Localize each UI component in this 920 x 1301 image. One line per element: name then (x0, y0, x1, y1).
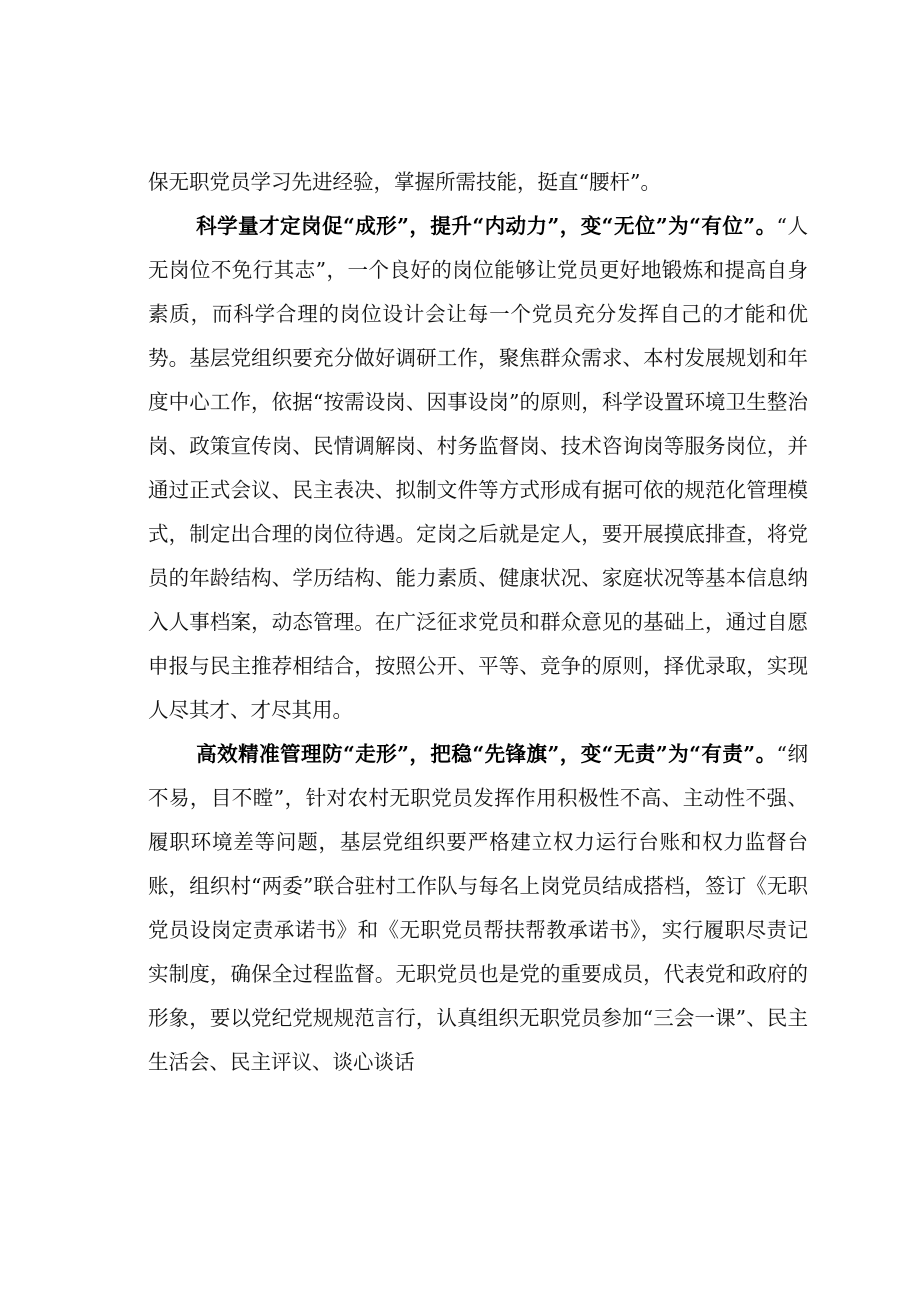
paragraph-heading: 高效精准管理防“走形”，把稳“先锋旗”，变“无责”为“有责”。 (196, 742, 777, 766)
paragraph-job-setting (148, 204, 808, 732)
paragraph-continuation (148, 160, 808, 204)
paragraph-heading: 科学量才定岗促“成形”，提升“内动力”，变“无位”为“有位”。 (196, 214, 777, 238)
paragraph-text: “纲不易，目不瞠”，针对农村无职党员发挥作用积极性不高、主动性不强、履职环境差等问题，基层党组织要严格建立权力运行台账和权力监督台账，组织村“两委”联合驻村工作队与每名上岗党员结成搭档，签订《无职党员设岗定责承诺书》和《无职党员帮扶帮教承诺书》，实行履职尽责记实制度，确保全过程监督。无职党员也是党的重要成员，代表党和政府的形象，要以党纪党规规范言行，认真组织无职党员参加“三会一课”、民主生活会、民主评议、谈心谈话 (148, 742, 808, 1074)
paragraph-management (148, 732, 808, 1084)
paragraph-text: 保无职党员学习先进经验，掌握所需技能，挺直“腰杆”。 (148, 170, 661, 194)
paragraph-text: “人无岗位不免行其志”，一个良好的岗位能够让党员更好地锻炼和提高自身素质，而科学合理的岗位设计会让每一个党员充分发挥自己的才能和优势。基层党组织要充分做好调研工作，聚焦群众需求、本村发展规划和年度中心工作，依据“按需设岗、因事设岗”的原则，科学设置环境卫生整治岗、政策宣传岗、民情调解岗、村务监督岗、技术咨询岗等服务岗位，并通过正式会议、民主表决、拟制文件等方式形成有据可依的规范化管理模式，制定出合理的岗位待遇。定岗之后就是定人，要开展摸底排查，将党员的年龄结构、学历结构、能力素质、健康状况、家庭状况等基本信息纳入人事档案，动态管理。在广泛征求党员和群众意见的基础上，通过自愿申报与民主推荐相结合，按照公开、平等、竞争的原则，择优录取，实现人尽其才、才尽其用。 (148, 214, 808, 722)
document-body (148, 160, 808, 1084)
